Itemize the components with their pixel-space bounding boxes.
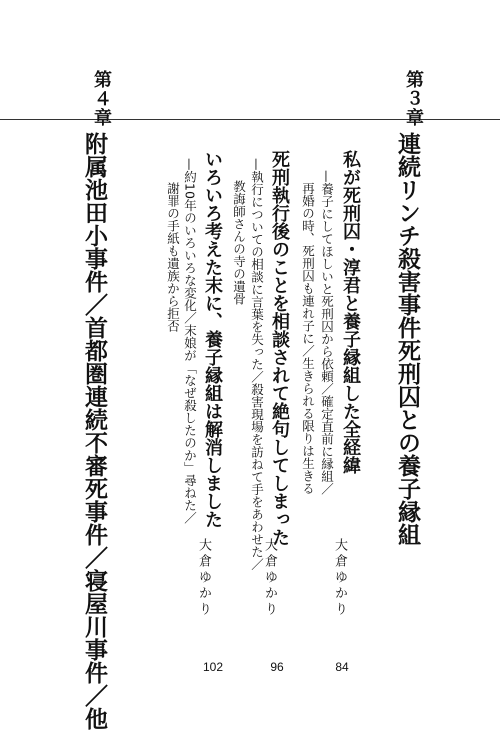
essay1-author: 大倉ゆかり [332,538,347,618]
chapter4-title[interactable]: 附属池田小事件／首都圏連続不審死事件／寝屋川事件／他 [81,132,107,730]
essay3-author: 大倉ゆかり [196,538,211,618]
chapter3-label: 第３章 [403,70,424,127]
essay3-title[interactable]: いろいろ考えた末に、養子縁組は解消しました [202,150,223,528]
essay2-subtitle-line2: 教誨師さんの寺の遺骨 [231,180,247,305]
essay1-subtitle-line2: 再婚の時、死刑囚も連れ子に／生きられる限りは生きる [300,182,316,495]
essay2-title[interactable]: 死刑執行後のことを相談されて絶句してしまった [269,150,290,546]
divider-rule [0,119,500,120]
essay3-subtitle-line1: —約10年のいろいろな変化／末娘が「なぜ殺したのか」尋ねた／ [182,158,198,524]
essay2-page-number[interactable]: 96 [270,660,284,674]
essay1-page-number[interactable]: 84 [335,660,349,674]
essay1-title[interactable]: 私が死刑囚・淳君と養子縁組した全経緯 [340,150,361,474]
essay3-subtitle-line2: 謝罪の手紙も遺族から拒否 [165,182,181,332]
chapter4-label: 第４章 [91,70,112,127]
essay1-subtitle-line1: —養子にしてほしいと死刑囚から依頼／確定直前に縁組／ [319,170,335,495]
essay3-page-number[interactable]: 102 [202,660,224,674]
essay2-subtitle-line1: —執行についての相談に言葉を失った／殺害現場を訪ねて手をあわせた／ [249,158,265,571]
essay2-author: 大倉ゆかり [262,538,277,618]
chapter3-title[interactable]: 連続リンチ殺害事件死刑囚との養子縁組 [394,132,420,546]
